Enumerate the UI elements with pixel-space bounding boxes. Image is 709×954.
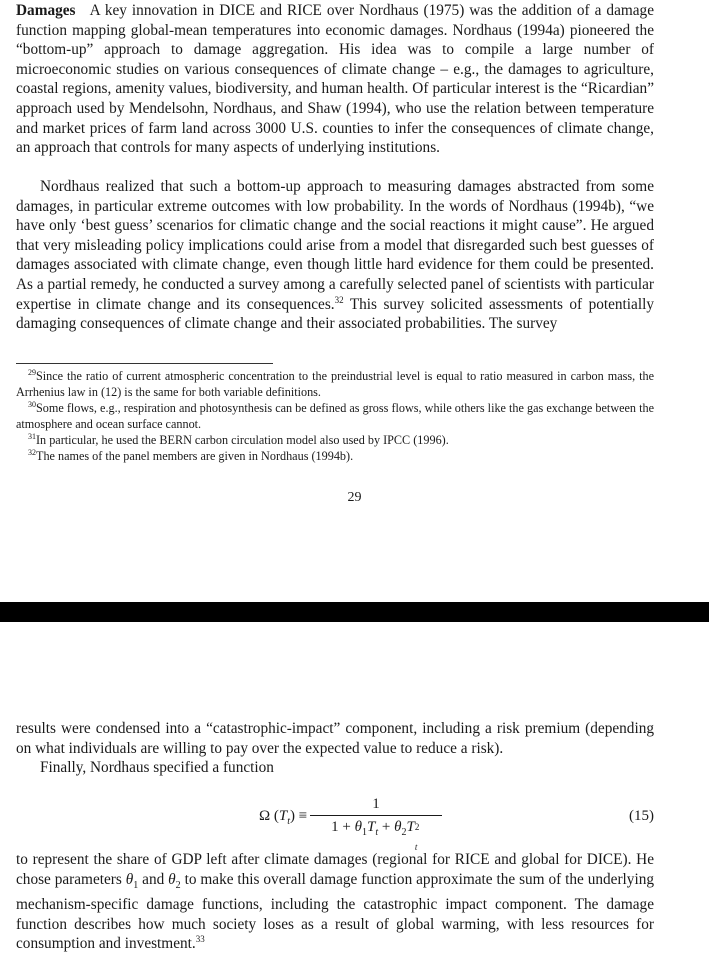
footnote-ref[interactable]: 32 bbox=[334, 294, 344, 305]
sub-1: 1 bbox=[133, 879, 139, 891]
footnote-marker: 29 bbox=[28, 368, 36, 377]
equation-15 bbox=[16, 794, 654, 852]
sub-2: 2 bbox=[401, 827, 407, 838]
equation-fraction bbox=[310, 794, 442, 852]
footnote-32 bbox=[16, 448, 654, 464]
equation-numerator: 1 bbox=[372, 796, 380, 812]
equiv-symbol: ≡ bbox=[295, 808, 308, 824]
sub-t: t bbox=[375, 827, 379, 838]
var-T: T bbox=[367, 819, 376, 835]
var-T: T bbox=[406, 819, 415, 835]
footnote-text: The names of the panel members are given in Nordhaus (1994b). bbox=[36, 449, 354, 463]
footnote-marker: 32 bbox=[28, 448, 36, 457]
paragraph-function-intro bbox=[16, 758, 654, 778]
omega-symbol: Ω bbox=[259, 808, 271, 824]
plus-sign: + bbox=[378, 819, 395, 835]
footnote-ref[interactable]: 33 bbox=[195, 934, 205, 945]
footnote-30 bbox=[16, 400, 654, 432]
equation-number: (15) bbox=[629, 808, 654, 824]
theta-2: θ bbox=[168, 870, 176, 888]
equation-lhs bbox=[259, 808, 307, 827]
theta-2: θ bbox=[394, 819, 402, 835]
paragraph-text: Nordhaus realized that such a bottom-up approach to measuring damages abstracted from some damages, in particular extreme outcomes with low probability. In the words of Nordhaus (1994b), “we have only ‘best guess’ scenarios for climatic change and the social reactions it might cause”. He argued that very misleading policy implications could arise from a model that disregarded such best guesses of damages associated with climate change, even though little hard evidence for them could be presented. As a partial remedy, he conducted a survey among a carefully selected panel of scientists with particular expertise in climate change and its consequences. bbox=[16, 178, 654, 313]
footnote-29 bbox=[16, 368, 654, 400]
runin-heading: Damages bbox=[16, 2, 76, 19]
paren-open: ( bbox=[270, 808, 279, 824]
paragraph-text: results were condensed into a “catastrophic-impact” component, including a risk premium (depending on what individuals are willing to pay over the expected value to reduce a risk). bbox=[16, 720, 654, 757]
paragraph-gdp-share bbox=[16, 850, 654, 954]
footnote-text: In particular, he used the BERN carbon circulation model also used by IPCC (1996). bbox=[36, 433, 449, 447]
var-T: T bbox=[278, 808, 288, 824]
page-number: 29 bbox=[347, 490, 362, 505]
paragraph-text: Finally, Nordhaus specified a function bbox=[40, 759, 274, 776]
paragraph-text: A key innovation in DICE and RICE over Nordhaus (1975) was the addition of a damage function mapping global-mean temperatures into economic damages. Nordhaus (1994a) pioneered the “bottom-up” approach to damage aggregation. His idea was to compile a large number of microeconomic studies on various consequences of climate change – e.g., the damages to agriculture, coastal regions, amenity values, biodiversity, and human health. Of particular interest is the “Ricardian” approach used by Mendelsohn, Nordhaus, and Shaw (1994), who use the relation between temperature and market prices of farm land across 3000 U.S. counties to infer the consequences of climate change, an approach that controls for many aspects of underlying institutions. bbox=[16, 2, 654, 157]
page-separator-bar bbox=[0, 602, 709, 622]
paragraph-text: to represent the share of GDP left after climate damages (regional for RICE and global for DICE). He chose parameters bbox=[16, 851, 654, 888]
fraction-bar bbox=[310, 815, 442, 816]
footnote-text: Since the ratio of current atmospheric concentration to the preindustrial level is equal to ratio measured in carbon mass, the Arrhenius law in (12) is the same for both variable definitions. bbox=[16, 369, 654, 399]
theta-1: θ bbox=[125, 870, 134, 888]
sub-1: 1 bbox=[362, 827, 368, 838]
paragraph-damages bbox=[16, 1, 654, 158]
page-gap bbox=[0, 567, 709, 575]
paragraph-text-cont: to make this overall damage function approximate the sum of the underlying mechanism-specific damage functions, including the catastrophic impact component. The damage function describes how much society loses as a result of global warming, with less resources for consumption and investment. bbox=[16, 870, 654, 953]
sub-2: 2 bbox=[175, 879, 181, 891]
paragraph-nordhaus-survey bbox=[16, 177, 654, 334]
theta-1: θ bbox=[354, 819, 363, 835]
paragraph-text: and bbox=[138, 870, 169, 888]
equation-denominator: $1 + \theta_1T_t + \theta_2T$ 2 t bbox=[310, 817, 442, 837]
paren-close: ) bbox=[290, 808, 296, 824]
footnote-marker: 31 bbox=[28, 432, 36, 441]
paragraph-catastrophic-impact bbox=[16, 719, 654, 758]
footnote-text: Some flows, e.g., respiration and photosynthesis can be defined as gross flows, while others like the gas exchange between the atmosphere and ocean surface cannot. bbox=[16, 401, 654, 431]
footnote-marker: 30 bbox=[28, 400, 36, 409]
den-term: 1 + bbox=[331, 819, 355, 835]
sub-t: t bbox=[287, 816, 291, 827]
paragraph-text-cont: This survey solicited assessments of potentially damaging consequences of climate change and their associated probabilities. The survey bbox=[16, 295, 654, 333]
sub-t: t bbox=[414, 842, 418, 852]
page-30 bbox=[0, 622, 709, 953]
footnote-rule bbox=[16, 363, 273, 364]
footnote-31 bbox=[16, 432, 654, 448]
